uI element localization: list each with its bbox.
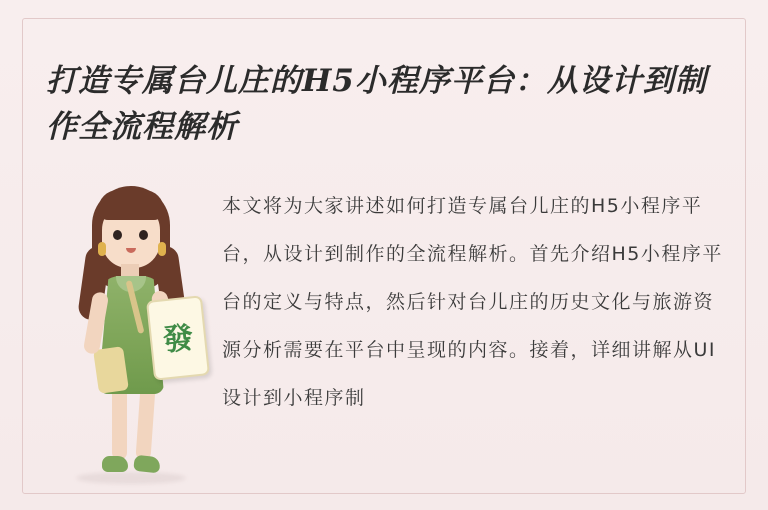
shoe-left [102, 456, 128, 472]
figure-shadow [76, 472, 186, 484]
mahjong-tile-icon [146, 295, 210, 380]
eye-right [139, 230, 148, 240]
illustration-figure [58, 180, 218, 490]
eye-left [113, 230, 122, 240]
mahjong-tile-glyph: 發 [161, 320, 195, 359]
leg-right [135, 386, 155, 461]
shoulder-bag [93, 346, 129, 394]
leg-left [112, 386, 127, 460]
shoe-right [133, 455, 161, 474]
earring-right [158, 242, 166, 256]
hair-bangs [98, 190, 164, 220]
earring-left [98, 242, 106, 256]
article-title: 打造专属台儿庄的H5小程序平台：从设计到制作全流程解析 [46, 63, 707, 145]
article-body: 本文将为大家讲述如何打造专属台儿庄的H5小程序平台，从设计到制作的全流程解析。首先介绍H5小程序平台的定义与特点，然后针对台儿庄的历史文化与旅游资源分析需要在平台中呈现的内容。接着，详细讲解从UI设计到小程序制 [222, 195, 723, 409]
